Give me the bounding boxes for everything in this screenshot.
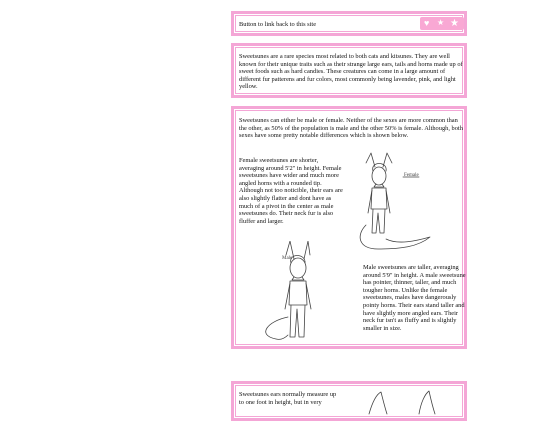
link-back-text: Button to link back to this site	[239, 21, 317, 28]
ears-sketch	[359, 386, 463, 416]
female-sweetsune-sketch	[346, 151, 450, 255]
male-sweetsune-sketch	[250, 241, 354, 345]
female-description: Female sweetsunes are shorter, averaging around 5'2" in height. Female sweetsunes have wider and much more angled horns with a rounded tip. Although not too noticible, their ears are also slightly flatter and dont have as much of a pivot in the center as male sweetsunes do. Their neck fur is also fluffer and larger.	[239, 157, 343, 225]
intro-paragraph: Sweetsunes are a rare species most related to both cats and kitsunes. They are well known for their unique traits such as their strange large ears, tails and horns made up of sweet foods such as hard candies. These creatures can come in a large amount of different fur patterens and fur colors, most commonly being lavender, pink, and light yellow.	[239, 53, 463, 91]
ears-section	[231, 381, 467, 421]
male-label: Male	[282, 256, 293, 261]
link-back-button[interactable]	[420, 17, 464, 30]
ears-paragraph: Sweetsunes ears normally measure up to one foot in height, but in very	[239, 391, 337, 406]
intro-section	[231, 43, 467, 98]
heart-icon: ♥	[424, 18, 430, 28]
sexes-intro-paragraph: Sweetsunes can either be male or female. Neither of the sexes are more common than the other, as 50% of the population is male and the other 50% is female. Although, both sexes have some pretty notable differences which is shown below.	[239, 117, 463, 140]
link-back-section	[231, 11, 467, 36]
star-icon: ★	[437, 18, 445, 27]
sexes-section	[231, 106, 467, 349]
star-icon: ★	[450, 18, 459, 29]
male-description: Male sweetsunes are taller, averaging around 5'9" in height. A male sweetsune has pointer, thinner, taller, and much tougher horns. Unlike the female sweetsunes, males have dangerously pointy horns. Their ears stand taller and have slightly more angled ears. Their neck fur isn't as fluffy and is slightly smaller in size.	[363, 264, 466, 332]
female-label: Female	[404, 173, 419, 178]
